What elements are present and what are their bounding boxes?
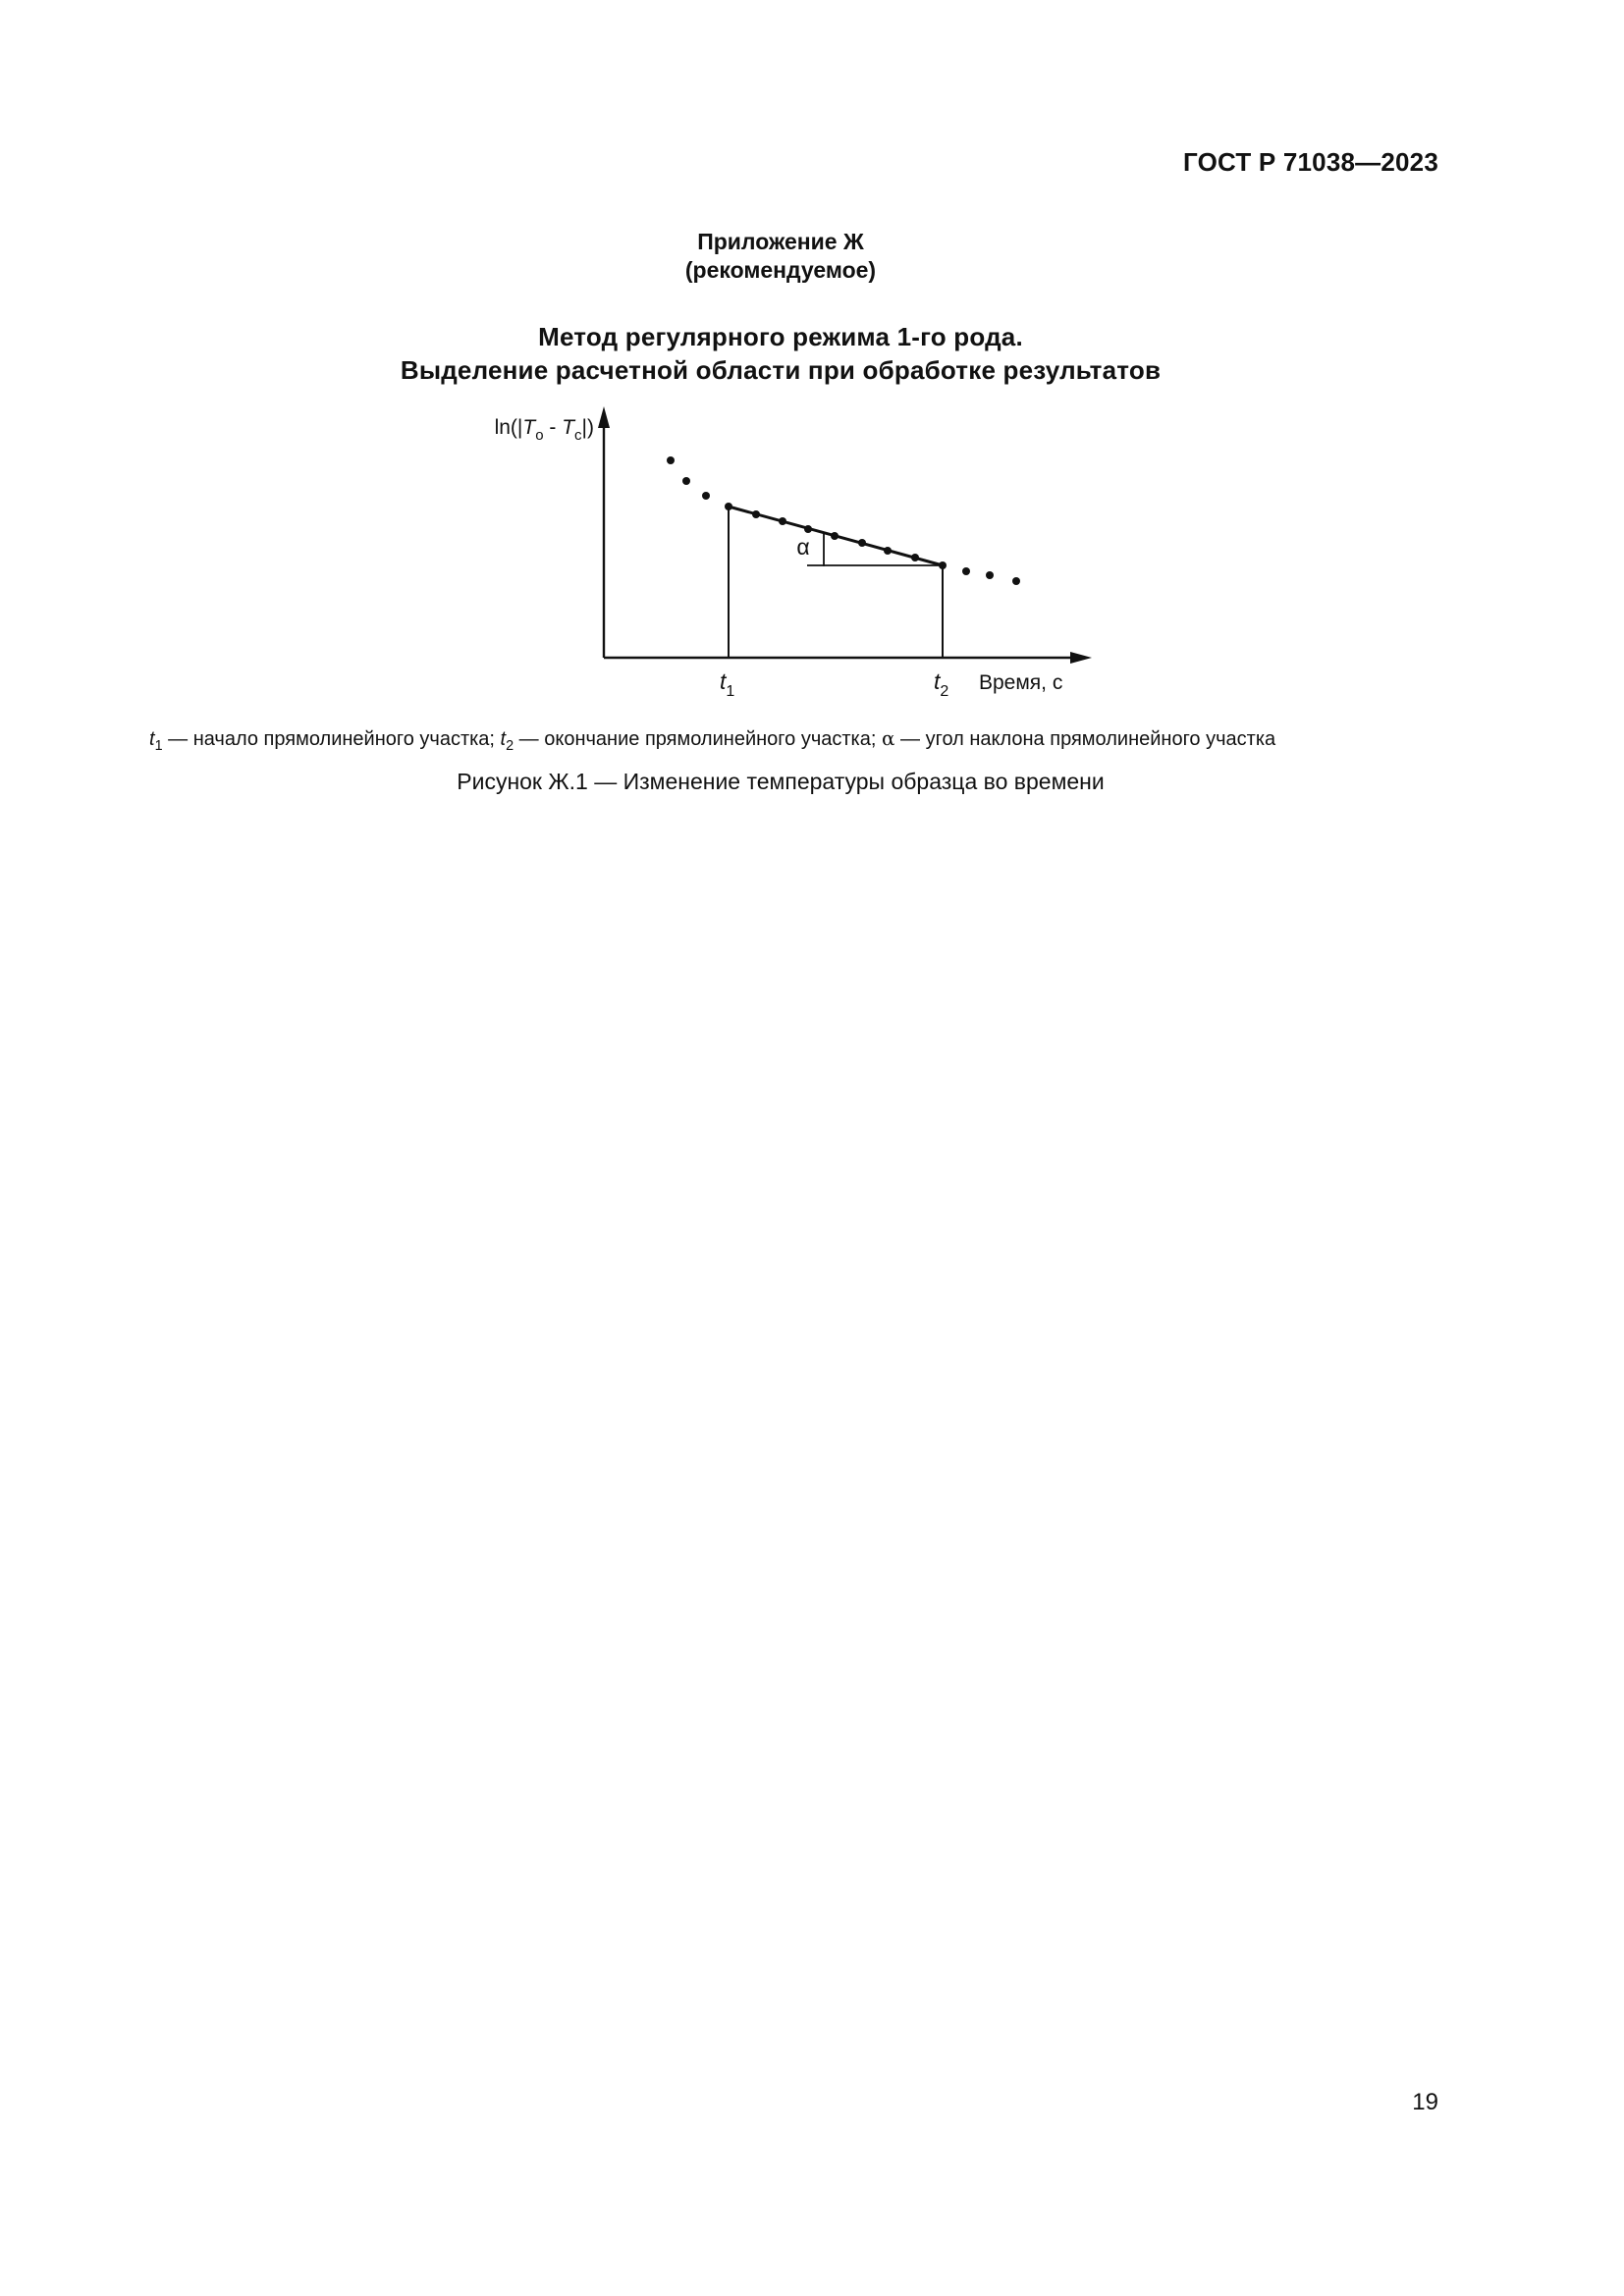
annex-status: (рекомендуемое) — [684, 257, 877, 283]
y-label-suffix: |) — [581, 416, 594, 439]
annex-heading — [0, 228, 1561, 285]
t1-label — [720, 668, 734, 700]
legend-t2-var: t — [500, 728, 507, 750]
section-title-line2: Выделение расчетной области при обработке результатов — [400, 355, 1162, 385]
legend-alpha-text: — угол наклона прямолинейного участка — [894, 728, 1276, 750]
data-point — [884, 547, 892, 555]
y-axis-label — [495, 416, 594, 444]
y-label-t-o: T — [522, 416, 536, 439]
x-axis-arrow — [1070, 652, 1092, 664]
data-point — [779, 517, 786, 525]
data-point — [804, 525, 812, 533]
data-point — [911, 554, 919, 561]
data-point — [986, 571, 994, 579]
data-point — [962, 567, 970, 575]
data-point — [752, 510, 760, 518]
t1-sub: 1 — [726, 683, 735, 700]
y-label-prefix: ln(| — [494, 416, 523, 439]
document-code: ГОСТ Р 71038—2023 — [1183, 147, 1438, 177]
t2-var: t — [934, 668, 941, 694]
t2-sub: 2 — [940, 683, 949, 700]
data-point — [702, 492, 710, 500]
section-title — [0, 320, 1561, 387]
section-title-line1: Метод регулярного режима 1-го рода. — [538, 322, 1023, 351]
legend-t1-var: t — [149, 728, 155, 750]
legend-t2-text: — окончание прямолинейного участка; — [514, 728, 882, 750]
legend-t2-sub: 2 — [506, 738, 514, 755]
legend-alpha-symbol: α — [881, 726, 895, 750]
t1-var: t — [720, 668, 727, 694]
angle-alpha-label: α — [796, 534, 810, 560]
t2-label — [934, 668, 948, 700]
y-label-sub-c: c — [574, 427, 582, 444]
data-point — [831, 532, 839, 540]
data-point — [1012, 577, 1020, 585]
y-label-sub-o: o — [535, 427, 544, 444]
legend-t1-sub: 1 — [154, 738, 163, 755]
legend-t1-text: — начало прямолинейного участка; — [162, 728, 501, 750]
x-axis-label: Время, с — [979, 671, 1063, 694]
data-point — [939, 561, 947, 569]
annex-title: Приложение Ж — [697, 229, 864, 254]
page-number: 19 — [1412, 2089, 1438, 2115]
figure-caption: Рисунок Ж.1 — Изменение температуры образца во времени — [457, 769, 1105, 794]
y-label-minus: - — [543, 416, 563, 439]
data-point — [682, 477, 690, 485]
y-axis-arrow — [598, 406, 610, 428]
data-point — [667, 456, 675, 464]
temperature-figure — [452, 404, 1119, 709]
data-point — [858, 539, 866, 547]
data-point — [725, 503, 732, 510]
y-label-t-c: T — [562, 416, 575, 439]
figure-legend — [149, 726, 1275, 754]
